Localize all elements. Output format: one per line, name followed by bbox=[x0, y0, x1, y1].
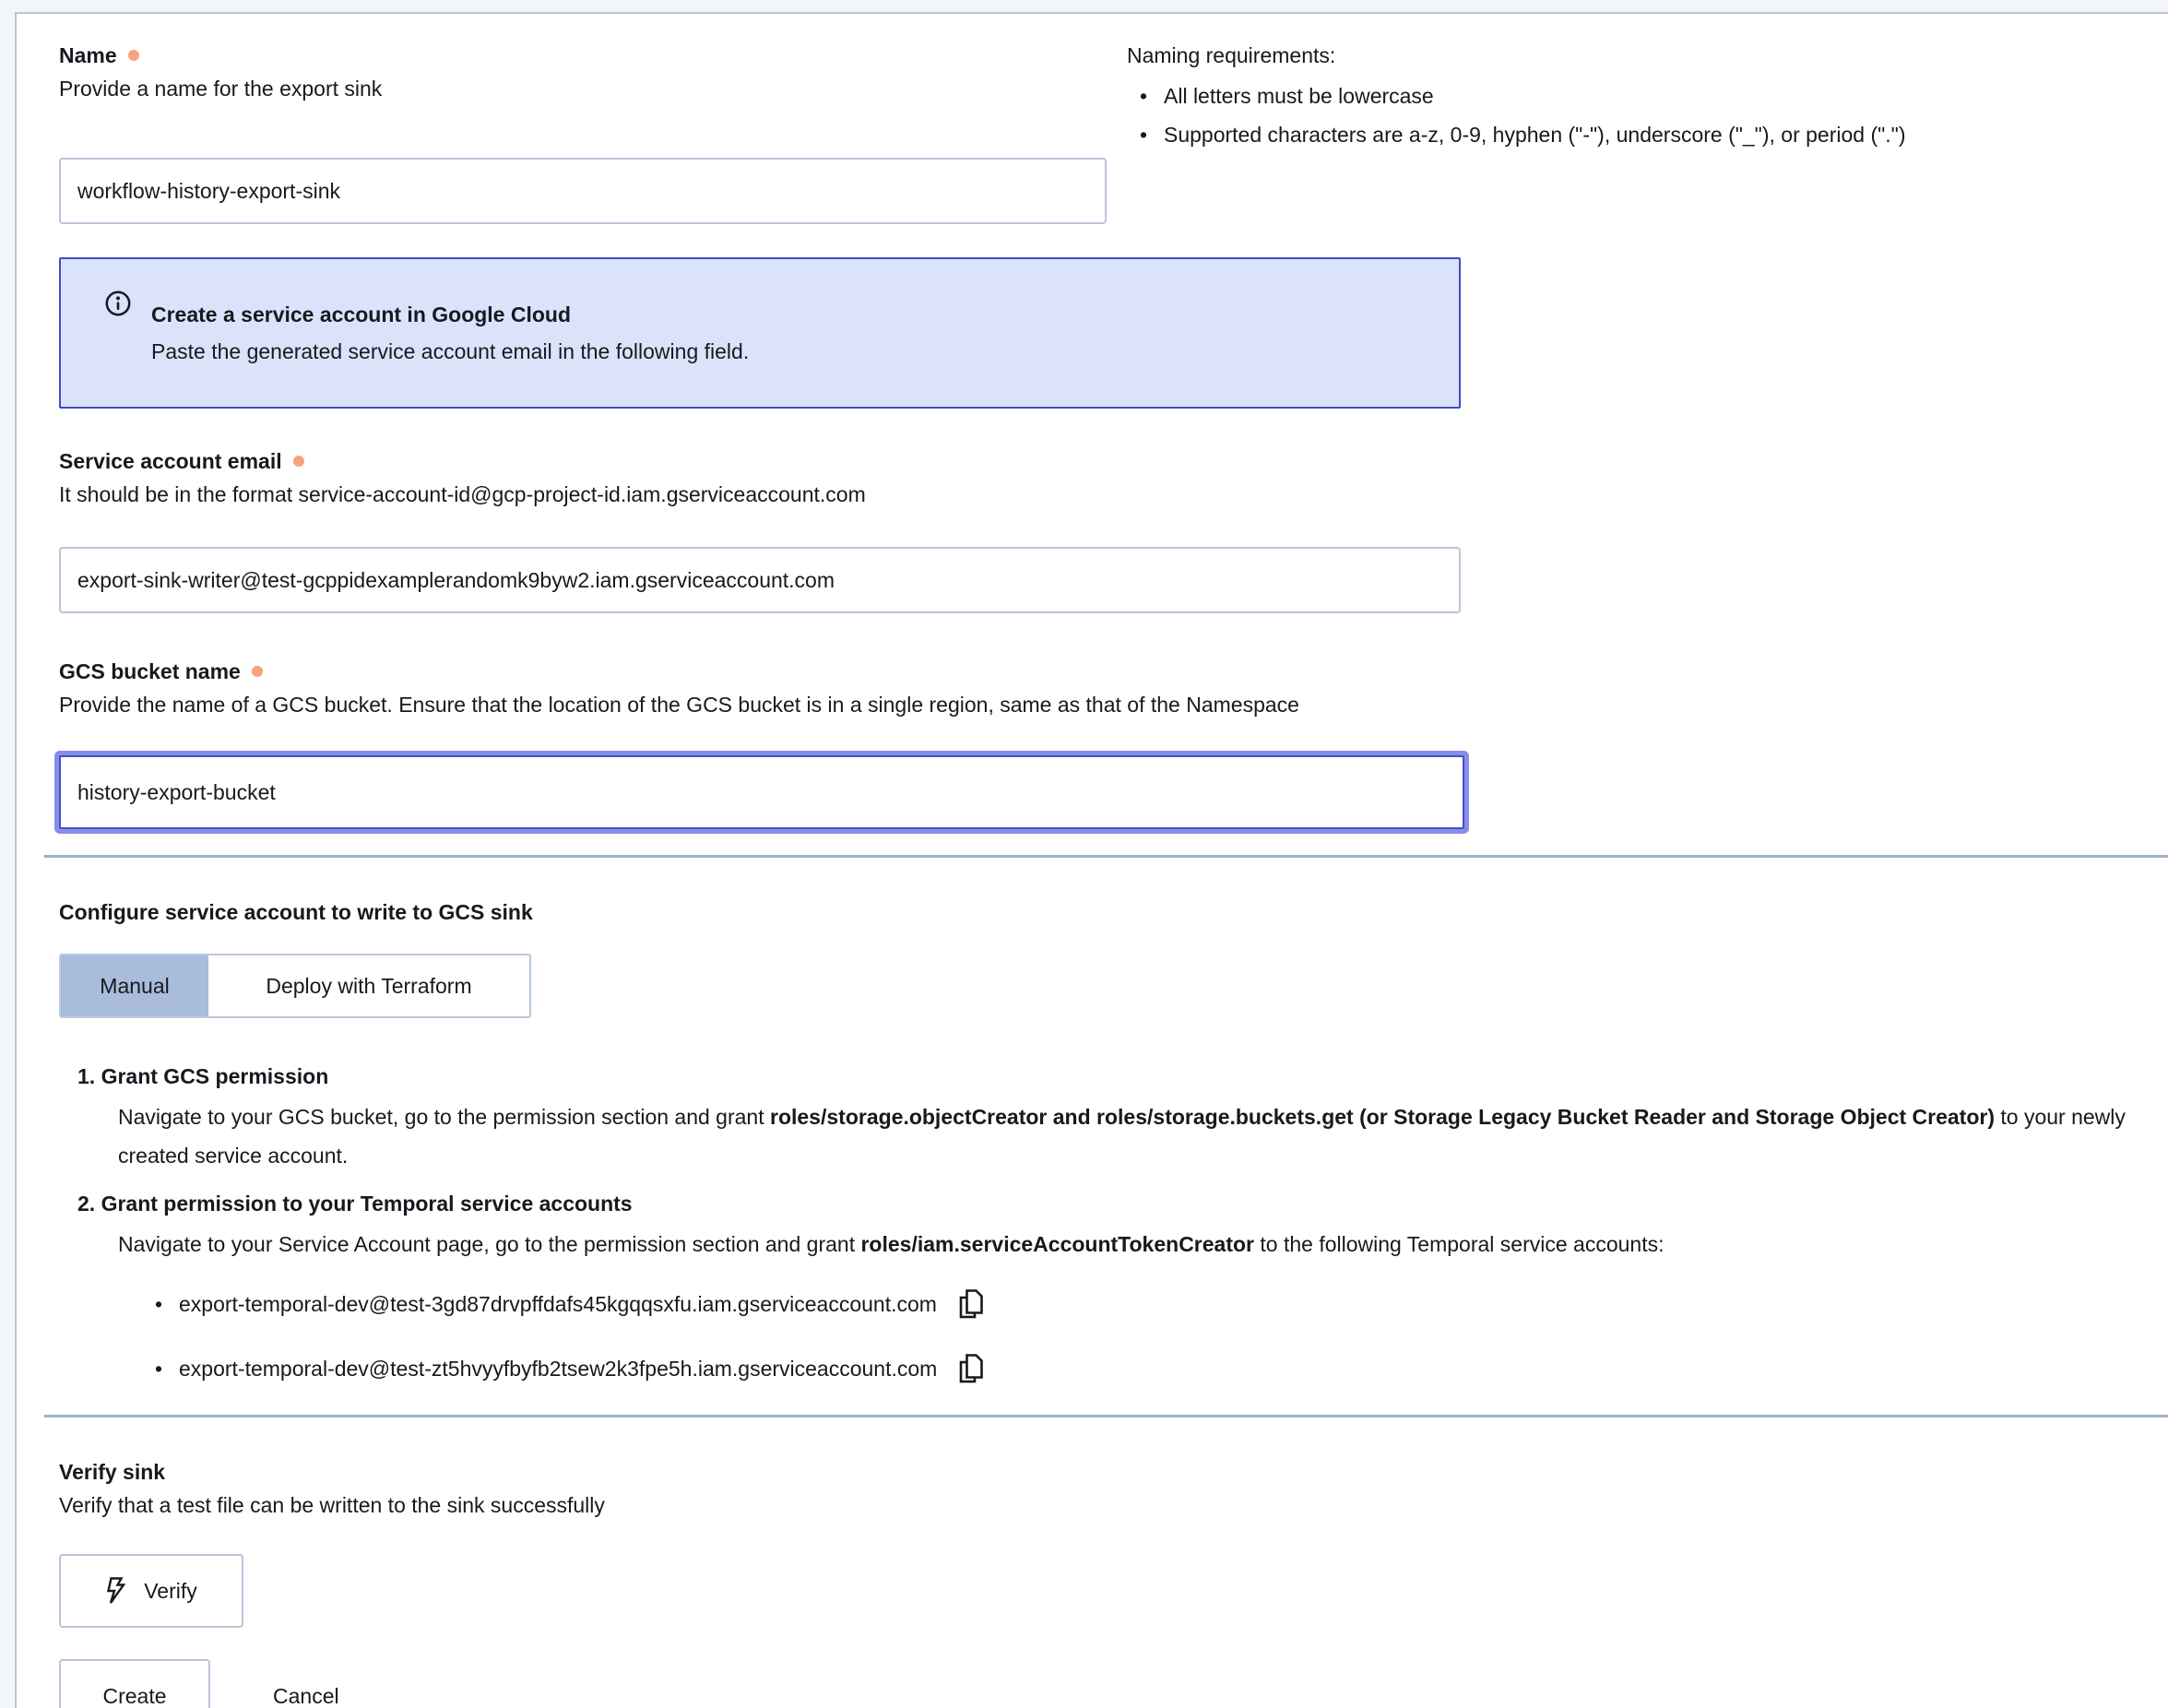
verify-section-title: Verify sink bbox=[59, 1460, 166, 1484]
export-sink-form-panel bbox=[15, 12, 2168, 1708]
step-grant-temporal-permission bbox=[77, 1188, 2127, 1263]
step-body: Navigate to your GCS bucket, go to the permission section and grant roles/storage.objectCreator and roles/storage.buckets.get (or Storage Legacy Bucket Reader and Storage Object Creator) to your newly created service account. bbox=[118, 1105, 2126, 1168]
info-banner-description: Paste the generated service account email in the following field. bbox=[151, 339, 750, 363]
tab-deploy-with-terraform[interactable]: Deploy with Terraform bbox=[208, 955, 529, 1016]
info-icon bbox=[103, 289, 133, 318]
bucket-name-description: Provide the name of a GCS bucket. Ensure that the location of the GCS bucket is in a single region, same as that of the Namespace bbox=[59, 693, 1299, 717]
info-banner bbox=[59, 257, 1461, 409]
service-account-item bbox=[155, 1348, 2127, 1389]
section-divider bbox=[44, 855, 2168, 858]
verify-button-label: Verify bbox=[144, 1578, 197, 1603]
name-input[interactable] bbox=[59, 158, 1107, 224]
required-indicator bbox=[293, 456, 304, 467]
configure-tab-group bbox=[59, 954, 531, 1018]
name-field-label: Name bbox=[59, 43, 117, 67]
naming-requirement-item: • Supported characters are a-z, 0-9, hyphen ("-"), underscore ("_"), or period (".") bbox=[1127, 119, 2127, 150]
service-account-email-input[interactable] bbox=[59, 547, 1461, 613]
naming-requirement-item: • All letters must be lowercase bbox=[1127, 80, 2127, 112]
section-divider bbox=[44, 1415, 2168, 1417]
configure-section-title: Configure service account to write to GCS sink bbox=[59, 900, 533, 924]
copy-button[interactable] bbox=[957, 1352, 985, 1385]
step-title: Grant GCS permission bbox=[101, 1064, 329, 1088]
lightning-bolt-icon bbox=[105, 1576, 129, 1606]
required-indicator bbox=[128, 50, 139, 61]
service-account-email: • export-temporal-dev@test-3gd87drvpffdafs45kgqqsxfu.iam.gserviceaccount.com bbox=[179, 1291, 937, 1316]
info-banner-title: Create a service account in Google Cloud bbox=[151, 302, 572, 326]
step-grant-gcs-permission bbox=[77, 1061, 2127, 1175]
create-button[interactable]: Create bbox=[59, 1659, 210, 1708]
bucket-name-label: GCS bucket name bbox=[59, 659, 241, 683]
service-account-item bbox=[155, 1284, 2127, 1324]
service-account-email: • export-temporal-dev@test-zt5hvyyfbyfb2tsew2k3fpe5h.iam.gserviceaccount.com bbox=[179, 1356, 938, 1381]
service-account-label: Service account email bbox=[59, 449, 282, 473]
temporal-service-account-list bbox=[59, 1284, 2127, 1389]
step-body: Navigate to your Service Account page, go to the permission section and grant roles/iam.serviceAccountTokenCreator to the following Temporal service accounts: bbox=[118, 1232, 1665, 1256]
naming-requirements-list bbox=[1127, 80, 2127, 150]
naming-requirements-title: Naming requirements: bbox=[1127, 43, 1336, 67]
name-field-description: Provide a name for the export sink bbox=[59, 77, 383, 101]
copy-icon bbox=[957, 1287, 985, 1321]
step-title: Grant permission to your Temporal service accounts bbox=[101, 1192, 633, 1216]
bucket-name-input[interactable] bbox=[59, 755, 1464, 829]
cancel-button[interactable]: Cancel bbox=[273, 1683, 339, 1708]
tab-manual[interactable]: Manual bbox=[61, 955, 208, 1016]
copy-button[interactable] bbox=[957, 1287, 985, 1321]
step-number: 1. bbox=[77, 1064, 96, 1088]
service-account-description: It should be in the format service-account-id@gcp-project-id.iam.gserviceaccount.com bbox=[59, 482, 866, 506]
verify-button[interactable] bbox=[59, 1554, 243, 1628]
copy-icon bbox=[957, 1352, 985, 1385]
verify-section-description: Verify that a test file can be written to the sink successfully bbox=[59, 1493, 605, 1517]
step-number: 2. bbox=[77, 1192, 96, 1216]
required-indicator bbox=[252, 666, 263, 677]
